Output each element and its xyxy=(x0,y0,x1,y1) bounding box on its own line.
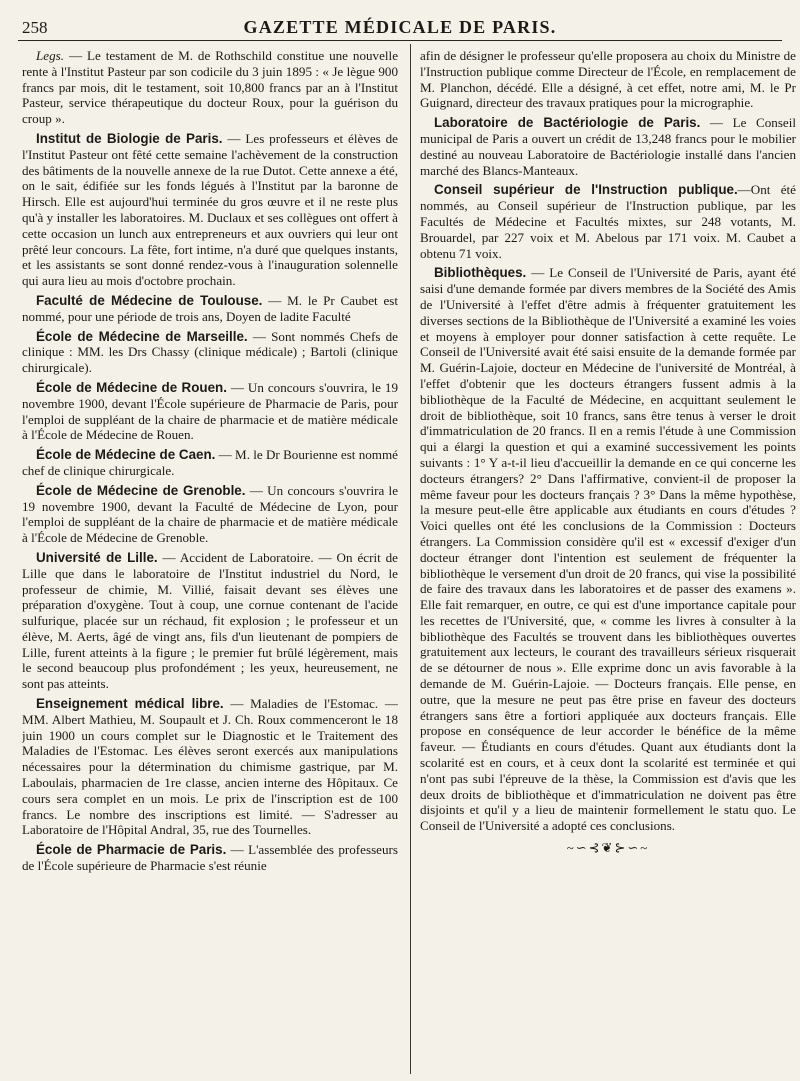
article-lille xyxy=(22,550,398,692)
page-header xyxy=(18,14,782,41)
article-body: — L'assemblée des professeurs de l'École supérieure de Pharmacie s'est réunie xyxy=(22,842,398,874)
article-body: — Le testament de M. de Rothschild constitue une nouvelle rente à l'Institut Pasteur par son codicile du 3 juin 1895 : « Je lègue 900 francs par mois, dit le testament, soit 10,800 francs par an à l'Institut Pasteur, service thérapeutique du docteur Roux, pour la guérison du croup ». xyxy=(22,48,398,127)
article-heading: École de Médecine de Caen. xyxy=(36,447,216,463)
article-heading: Bibliothèques. xyxy=(434,265,527,281)
article-heading: École de Pharmacie de Paris. xyxy=(36,842,227,858)
right-column xyxy=(420,48,796,1073)
left-column xyxy=(22,48,398,1073)
article-conseil-superieur xyxy=(420,182,796,261)
article-marseille xyxy=(22,329,398,376)
article-body: afin de désigner le professeur qu'elle proposera au choix du Ministre de l'Instruction publique comme Directeur de l'École, en remplacement de M. Planchon, décédé. Elle a désigné, à cet effet, notre ami, M. le Pr Guignard, directeur des travaux pratiques pour la micrographie. xyxy=(420,48,796,111)
article-heading: Institut de Biologie de Paris. xyxy=(36,130,223,146)
article-body: — Le Conseil de l'Université de Paris, ayant été saisi d'une demande formée par divers membres de la Société des Amis de l'Université à l'effet d'être admis à fréquenter gratuitement les diverses sections de la Bibliothèque de l'Université a examiné les voies et moyens à employer pour donner satisfaction à cette requête. Le Conseil de l'Université avait été saisi ensuite de la demande formée par M. Guérin-Lajoie, docteur en Médecine de l'université de Montréal, à l'effet d'obtenir que les docteurs étrangers fussent admis à la bibliothèque de la Faculté de Médecine, en acquittant seulement le droit de bibliothèque, soit 10 francs, sans être tenus à verser le droit d'immatriculation de 20 francs. Il en a remis l'étude à une Commission qui a élargi la question et qui a examiné successivement les points suivants : 1° Y a-t-il lieu d'accueillir la demande en ce qui concerne les docteurs étrangers? 2° Dans l'affirmative, convient-il de proposer la même faveur pour les docteurs français ? 3° Dans la même hypothèse, la mesure peut-elle être applicable aux étudiants en cours d'études ? Voici quelles ont été les conclusions de la Commission : Docteurs étrangers. La Commission considère qu'il est « excessif d'exiger d'un docteur étranger dont l'intention est seulement de fréquenter la bibliothèque le versement d'un droit de 20 francs, qui vise la possibilité de faire des travaux dans les laboratoires et de passer des examens ». Elle fait remarquer, en outre, ce qui est d'une importance capitale pour les recettes de l'Université, que, « comme les livres à consulter à la bibliothèque des Facultés se trouvent dans les bibliothèques ouvertes gratuitement aux lecteurs, le courant des travailleurs sérieux risquerait de se détourner de nous ». Elle exprime donc un avis favorable à la demande de M. Guérin-Lajoie. — Docteurs français. Elle pense, en outre, que la mesure ne peut pas être prise en faveur des docteurs étrangers sans être a fortiori appliquée aux docteurs français. Elle propose en conséquence de leur accorder le bénéfice de la même faveur. — Étudiants en cours d'études. Quant aux étudiants dont la scolarité est en cours, et à ceux dont la scolarité est terminée et qui n'ont pas subi l'épreuve de la thèse, la Commission est d'avis que les deux droits de bibliothèque et d'immatriculation ne doivent pas être disjoints et qu'il y a lieu de maintenir formellement le statu quo. Le Conseil de l'Université a adopté ces conclusions. xyxy=(420,265,796,834)
article-body: — Un concours s'ouvrira, le 19 novembre 1900, devant l'École supérieure de Pharmacie de Paris, pour l'emploi de suppléant de la chaire de pharmacie et de matière médicale à l'École de Médecine de Rouen. xyxy=(22,379,398,443)
journal-title: GAZETTE MÉDICALE DE PARIS. xyxy=(243,17,557,37)
article-heading: Legs. xyxy=(36,48,65,63)
article-caen xyxy=(22,447,398,479)
article-heading: Faculté de Médecine de Toulouse. xyxy=(36,292,263,308)
article-heading: Enseignement médical libre. xyxy=(36,696,224,712)
article-body: — Les professeurs et élèves de l'Institut Pasteur ont fêté cette semaine l'achèvement de la construction des bâtiments de la nouvelle annexe de la rue Dutot. Cette annexe a été, on le sait, édifiée sur les fonds légués à l'Institut par la baronne de Hirsch. Elle est aujourd'hui terminée du gros œuvre et il ne reste plus qu'à y installer les laboratoires. M. Duclaux et ses collègues ont offert à cette occasion un lunch aux entrepreneurs et aux ouvriers qui leur ont prêté leur concours. La fête, fort intime, n'a duré que quelques instants, et les assistants se sont donné rendez-vous à l'inauguration solennelle qui aura lieu au mois d'octobre prochain. xyxy=(22,130,398,289)
article-rouen xyxy=(22,380,398,443)
article-heading: Conseil supérieur de l'Instruction publique. xyxy=(434,182,738,198)
article-body: — Un concours s'ouvrira le 19 novembre 1900, devant la Faculté de Médecine de Lyon, pour l'emploi de suppléant de la chaire de pharmacie et de matière médicale à l'École de Médecine de Grenoble. xyxy=(22,482,398,546)
article-body: — M. le Dr Bourienne est nommé chef de clinique chirurgicale. xyxy=(22,447,398,478)
page-number: 258 xyxy=(22,18,48,37)
article-body: — M. le Pr Caubet est nommé, pour une période de trois ans, Doyen de ladite Faculté xyxy=(22,292,398,324)
article-heading: École de Médecine de Grenoble. xyxy=(36,482,246,498)
article-toulouse xyxy=(22,293,398,325)
article-enseignement-libre xyxy=(22,696,398,838)
column-divider xyxy=(410,44,411,1074)
article-legs xyxy=(22,48,398,127)
article-body: —Ont été nommés, au Conseil supérieur de l'Instruction publique, par les Facultés de Médecine et Facultés mixtes, sur 248 votants, M. Brouardel, par 227 voix et M. Abelous par 171 voix. M. Caubet a obtenu 71 voix. xyxy=(420,182,796,261)
article-heading: Laboratoire de Bactériologie de Paris. xyxy=(434,115,701,131)
article-heading: École de Médecine de Rouen. xyxy=(36,379,227,395)
article-grenoble xyxy=(22,483,398,546)
article-continuation xyxy=(420,48,796,111)
article-body: — Sont nommés Chefs de clinique : MM. les Drs Chassy (clinique médicale) ; Bartoli (clinique chirurgicale). xyxy=(22,328,398,376)
article-pharmacie-paris xyxy=(22,842,398,874)
article-body: — Accident de Laboratoire. — On écrit de Lille que dans le laboratoire de l'Institut industriel du Nord, le professeur de chimie, M. Villié, faisait devant ses élèves une préparation d'oxygène. Tout à coup, une cornue contenant de l'acide sulfurique, placée sur un réchaud, fit explosion ; le professeur et un élève, M. Aerts, âgé de vingt ans, fils d'un lieutenant de pompiers de Lille, furent atteints à la figure ; le premier fut brûlé légèrement, mais le second beaucoup plus profondément ; les yeux, heureusement, ne sont pas atteints. xyxy=(22,549,398,692)
article-body: — Le Conseil municipal de Paris a ouvert un crédit de 13,248 francs pour le mobilier destiné au nouveau Laboratoire de Bactériologie installé dans l'ancien marché des Blancs-Manteaux. xyxy=(420,115,796,178)
article-body: — Maladies de l'Estomac. — MM. Albert Mathieu, M. Soupault et J. Ch. Roux commenceront le 18 juin 1900 un cours complet sur le Diagnostic et le Traitement des Maladies de l'Estomac. Les élèves seront exercés aux manipulations nécessaires pour la détermination du chimisme gastrique, par M. Laboulais, pharmacien de 1re classe, ancien interne des Hôpitaux. Ce cours sera complet en un mois. Le prix de l'inscription est de 100 francs. Le nombre des inscriptions est limité. — S'adresser au Laboratoire de l'Hôpital Andral, 35, rue des Tournelles. xyxy=(22,696,398,838)
article-bacteriologie xyxy=(420,115,796,178)
article-bibliotheques xyxy=(420,265,796,834)
article-heading: École de Médecine de Marseille. xyxy=(36,328,248,344)
ornament-divider: ~∽⊰❦⊱∽~ xyxy=(566,840,650,856)
article-heading: Université de Lille. xyxy=(36,549,158,565)
article-institut-biologie xyxy=(22,131,398,289)
